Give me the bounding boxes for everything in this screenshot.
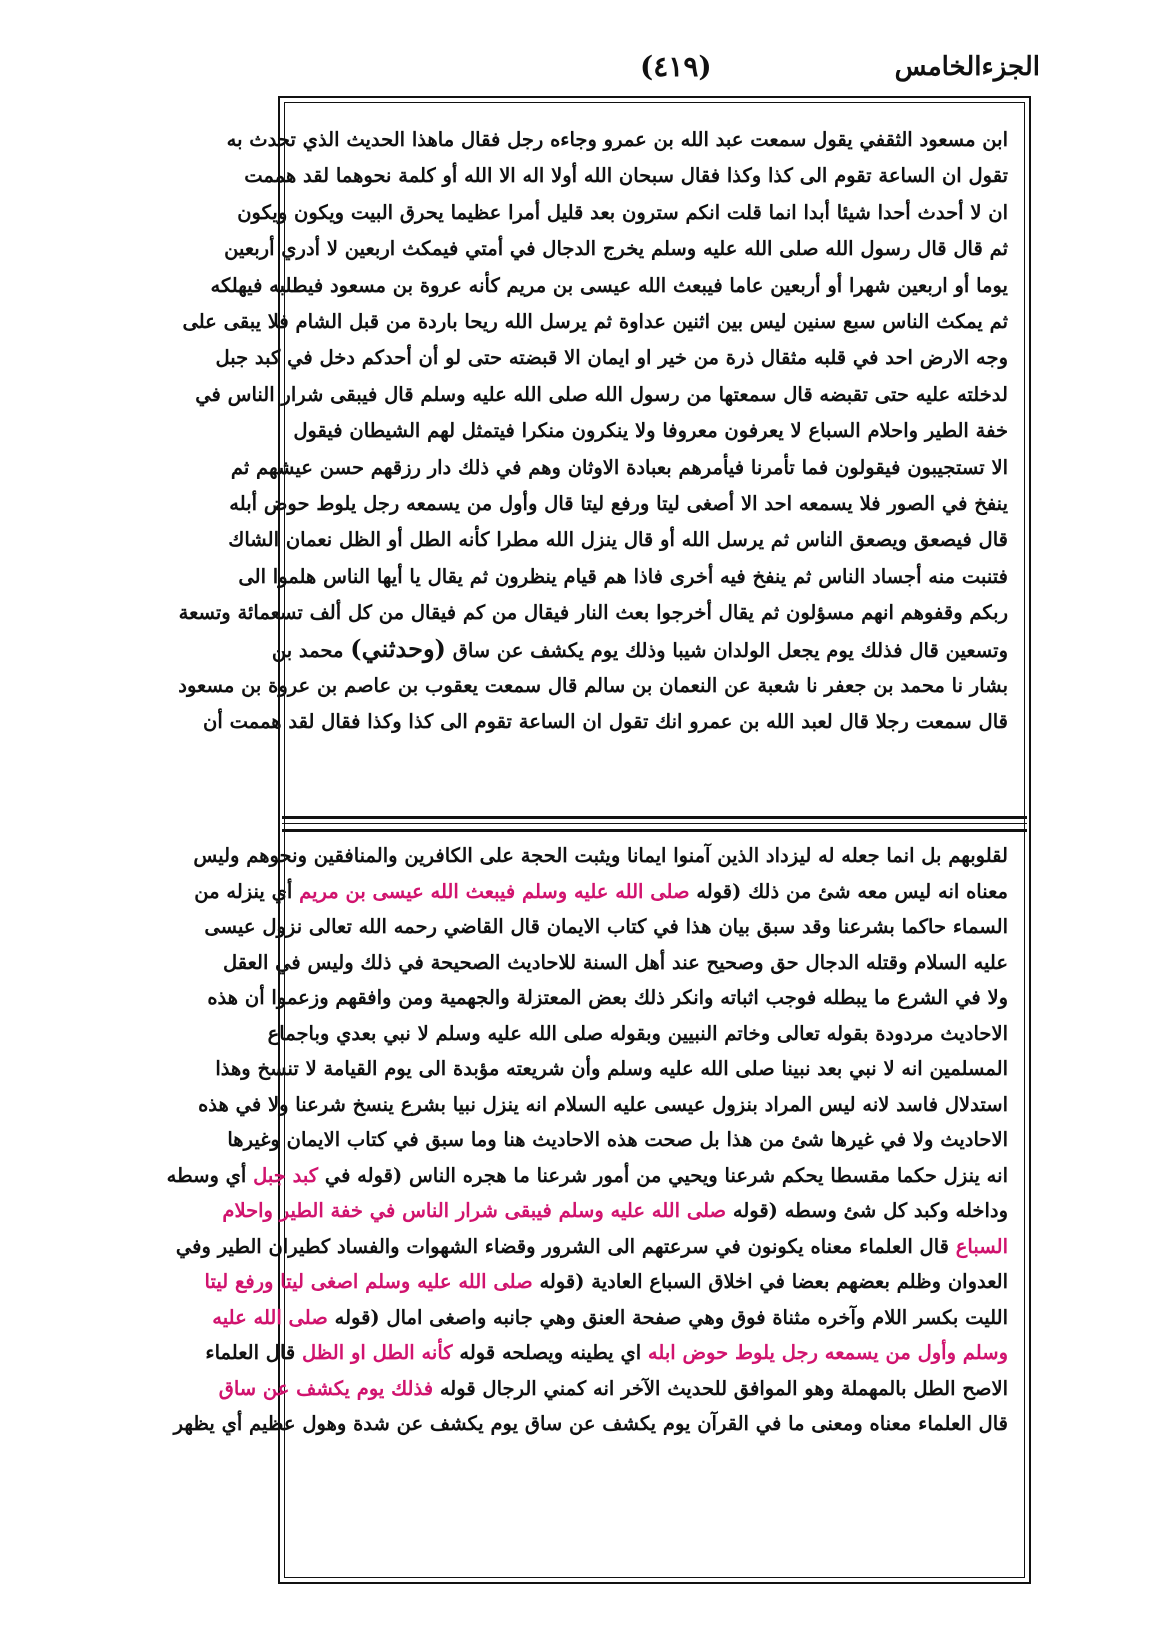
- commentary-line: [212, 1300, 1008, 1336]
- text-segment: الا تستجيبون فيقولون فما تأمرنا فيأمرهم بعبادة الاوثان وهم في ذلك دار رزقهم حسن عيشهم ثم: [230, 455, 1008, 479]
- highlighted-quote: صلى الله عليه وسلم اصغى ليتا ورفع ليتا: [204, 1270, 533, 1293]
- text-segment: عليه السلام وقتله الدجال حق وصحيح عند أهل السنة للاحاديث الصحيحة في ذلك وليس في العقل: [222, 950, 1008, 974]
- text-segment: ولا في الشرع ما يبطله فوجب اثباته وانكر ذلك بعض المعتزلة والجهمية ومن وافقهم وزعموا أن هذه: [207, 986, 1008, 1009]
- text-segment: قال سمعت رجلا قال لعبد الله بن عمرو انك تقول ان الساعة تقوم الى كذا وكذا فقال لقد هممت أن: [203, 710, 1008, 734]
- hadith-line: [229, 486, 1008, 522]
- text-segment: ربكم وقفوهم انهم مسؤلون ثم يقال أخرجوا بعث النار فيقال من كم فيقال من كل ألف تسعمائة وتسعة: [178, 601, 1008, 625]
- text-segment: وجه الارض احد في قلبه مثقال ذرة من خير او ايمان الا قبضته حتى لو أن أحدكم دخل في كبد جبل: [215, 346, 1008, 370]
- text-segment: قال فيصعق ويصعق الناس ثم يرسل الله أو قال ينزل الله مطرا كأنه الطل أو الظل نعمان الشاك: [228, 528, 1008, 552]
- hadith-line: [226, 122, 1008, 158]
- commentary-line: [204, 909, 1008, 945]
- text-segment: الاصح الطل بالمهملة وهو الموافق للحديث الآخر انه كمني الرجال قوله: [433, 1376, 1008, 1400]
- hadith-line: [178, 668, 1008, 704]
- text-segment: ابن مسعود الثقفي يقول سمعت عبد الله بن عمرو وجاءه رجل فقال ماهذا الحديث الذي تحدث به: [226, 128, 1008, 151]
- commentary-line: [215, 1051, 1008, 1087]
- commentary-line: [222, 945, 1008, 981]
- highlighted-quote: كبد جبل: [253, 1163, 319, 1187]
- volume-title: الجزءالخامس: [894, 52, 1040, 82]
- page-header: [290, 44, 1042, 94]
- highlighted-quote: وسلم وأول من يسمعه رجل يلوط حوض ابله: [647, 1341, 1008, 1364]
- text-segment: ثم يمكث الناس سبع سنين ليس بين اثنين عداوة ثم يرسل الله ريحا باردة من قبل الشام فلا يبقى على: [182, 309, 1008, 333]
- commentary-line: [175, 1229, 1008, 1265]
- hadith-text-block: [178, 122, 1008, 741]
- page-number: (٤١٩): [640, 50, 712, 83]
- text-segment: معناه انه ليس معه شئ من ذلك (قوله: [689, 879, 1008, 903]
- highlighted-quote: صلى الله عليه: [212, 1305, 328, 1329]
- hadith-line: [178, 595, 1008, 631]
- hadith-line: [224, 231, 1008, 267]
- hadith-line: [238, 559, 1008, 595]
- text-segment: يوما أو اربعين شهرا أو أربعين عاما فيبعث الله عيسى بن مريم كأنه عروة بن مسعود فيطلبه فيهلكه: [210, 273, 1008, 297]
- section-divider: [282, 816, 1027, 832]
- hadith-line: [203, 704, 1008, 740]
- hadith-line: [195, 377, 1008, 413]
- text-segment: ان لا أحدث أحدا شيئا أبدا انما قلت انكم سترون بعد قليل أمرا عظيما يحرق البيت ويكون ويكون: [237, 200, 1008, 224]
- commentary-line: [267, 1016, 1008, 1052]
- commentary-line: [222, 1193, 1008, 1229]
- text-segment: لدخلته عليه حتى تقبضه قال سمعتها من رسول الله صلى الله عليه وسلم قال فيبقى شرار الناس في: [195, 382, 1008, 406]
- text-segment: ثم قال قال رسول الله صلى الله عليه وسلم يخرج الدجال في أمتي فيمكث اربعين لا أدري أربعين: [224, 237, 1008, 261]
- text-segment: فتنبت منه أجساد الناس ثم ينفخ فيه أخرى فاذا هم قيام ينظرون ثم يقال يا أيها الناس هلموا الى: [238, 564, 1008, 588]
- text-segment: اي يطينه ويصلحه قوله: [452, 1341, 648, 1364]
- hadith-line: [237, 195, 1008, 231]
- commentary-line: [204, 1264, 1008, 1300]
- text-segment: أي ينزله من: [194, 879, 300, 903]
- text-segment: العدوان وظلم بعضهم بعضا في اخلاق السباع العادية (قوله: [532, 1270, 1008, 1293]
- commentary-line: [198, 1087, 1008, 1123]
- text-segment: الليت بكسر اللام وآخره مثناة فوق وهي صفحة العنق وهي جانبه واصغى امال (قوله: [327, 1305, 1008, 1329]
- commentary-line: [173, 1406, 1008, 1442]
- commentary-line: [205, 1335, 1008, 1371]
- commentary-line: [193, 838, 1008, 874]
- commentary-line: [166, 1158, 1008, 1194]
- text-segment: السماء حاكما بشرعنا وقد سبق بيان هذا في كتاب الايمان قال القاضي رحمه الله تعالى نزول عيسى: [204, 915, 1008, 938]
- text-segment: قال العلماء معناه ومعنى ما في القرآن يوم يكشف عن ساق يوم يكشف عن شدة وهول عظيم أي يظهر: [173, 1412, 1008, 1435]
- commentary-line: [227, 1122, 1008, 1158]
- text-segment: قال العلماء: [205, 1341, 303, 1364]
- text-segment: تقول ان الساعة تقوم الى كذا وكذا فقال سبحان الله أولا اله الا الله أو كلمة نحوهما لقد هممت: [244, 164, 1008, 188]
- highlighted-quote: السباع: [955, 1234, 1008, 1258]
- hadith-line: [228, 522, 1008, 558]
- commentary-line: [207, 980, 1008, 1016]
- text-segment: محمد بن: [271, 639, 351, 663]
- text-segment: (وحدثني): [350, 634, 446, 664]
- hadith-line: [230, 450, 1008, 486]
- text-segment: وداخله وكبد كل شئ وسطه (قوله: [726, 1199, 1008, 1222]
- text-segment: استدلال فاسد لانه ليس المراد بنزول عيسى عليه السلام انه ينزل نبيا بشرع ينسخ شرعنا ولا في هذه: [198, 1092, 1008, 1116]
- highlighted-quote: صلى الله عليه وسلم فيبقى شرار الناس في خفة الطير واحلام: [222, 1199, 727, 1222]
- text-segment: قال العلماء معناه يكونون في سرعتهم الى الشرور وقضاء الشهوات والفساد كطيران الطير وفي: [175, 1234, 956, 1258]
- hadith-line: [210, 268, 1008, 304]
- hadith-line: [244, 158, 1008, 194]
- hadith-line: [182, 304, 1008, 340]
- text-segment: بشار نا محمد بن جعفر نا شعبة عن النعمان بن سالم قال سمعت يعقوب بن عاصم بن عروة بن مسعود: [178, 673, 1008, 697]
- hadith-line: [293, 413, 1008, 449]
- highlighted-quote: صلى الله عليه وسلم فيبعث الله عيسى بن مريم: [299, 879, 690, 903]
- text-segment: لقلوبهم بل انما جعله له ليزداد الذين آمنوا ايمانا ويثبت الحجة على الكافرين والمنافقين ونحوهم وليس: [193, 844, 1008, 867]
- highlighted-quote: كأنه الطل او الظل: [302, 1341, 453, 1364]
- text-segment: انه ينزل حكما مقسطا يحكم شرعنا ويحيي من أمور شرعنا ما هجره الناس (قوله في: [318, 1163, 1008, 1187]
- text-segment: المسلمين انه لا نبي بعد نبينا صلى الله عليه وسلم وأن شريعته مؤبدة الى يوم القيامة لا تنسخ وهذا: [215, 1057, 1008, 1080]
- hadith-line: [271, 631, 1008, 667]
- commentary-line: [218, 1371, 1008, 1407]
- text-segment: خفة الطير واحلام السباع لا يعرفون معروفا ولا ينكرون منكرا فيتمثل لهم الشيطان فيقول: [293, 419, 1008, 443]
- hadith-line: [215, 340, 1008, 376]
- text-segment: الاحاديث ولا في غيرها شئ من هذا بل صحت هذه الاحاديث هنا وما سبق في كتاب الايمان وغيرها: [227, 1128, 1008, 1151]
- text-segment: أي وسطه: [166, 1163, 254, 1187]
- text-segment: وتسعين قال فذلك يوم يجعل الولدان شيبا وذلك يوم يكشف عن ساق: [445, 639, 1008, 663]
- text-segment: الاحاديث مردودة بقوله تعالى وخاتم النبيين وبقوله صلى الله عليه وسلم لا نبي بعدي وباجماع: [267, 1021, 1008, 1045]
- commentary-line: [194, 874, 1008, 910]
- commentary-text-block: [166, 838, 1008, 1442]
- text-segment: ينفخ في الصور فلا يسمعه احد الا أصغى ليتا ورفع ليتا قال وأول من يسمعه رجل يلوط حوض أبله: [229, 491, 1008, 515]
- highlighted-quote: فذلك يوم يكشف عن ساق: [218, 1376, 434, 1400]
